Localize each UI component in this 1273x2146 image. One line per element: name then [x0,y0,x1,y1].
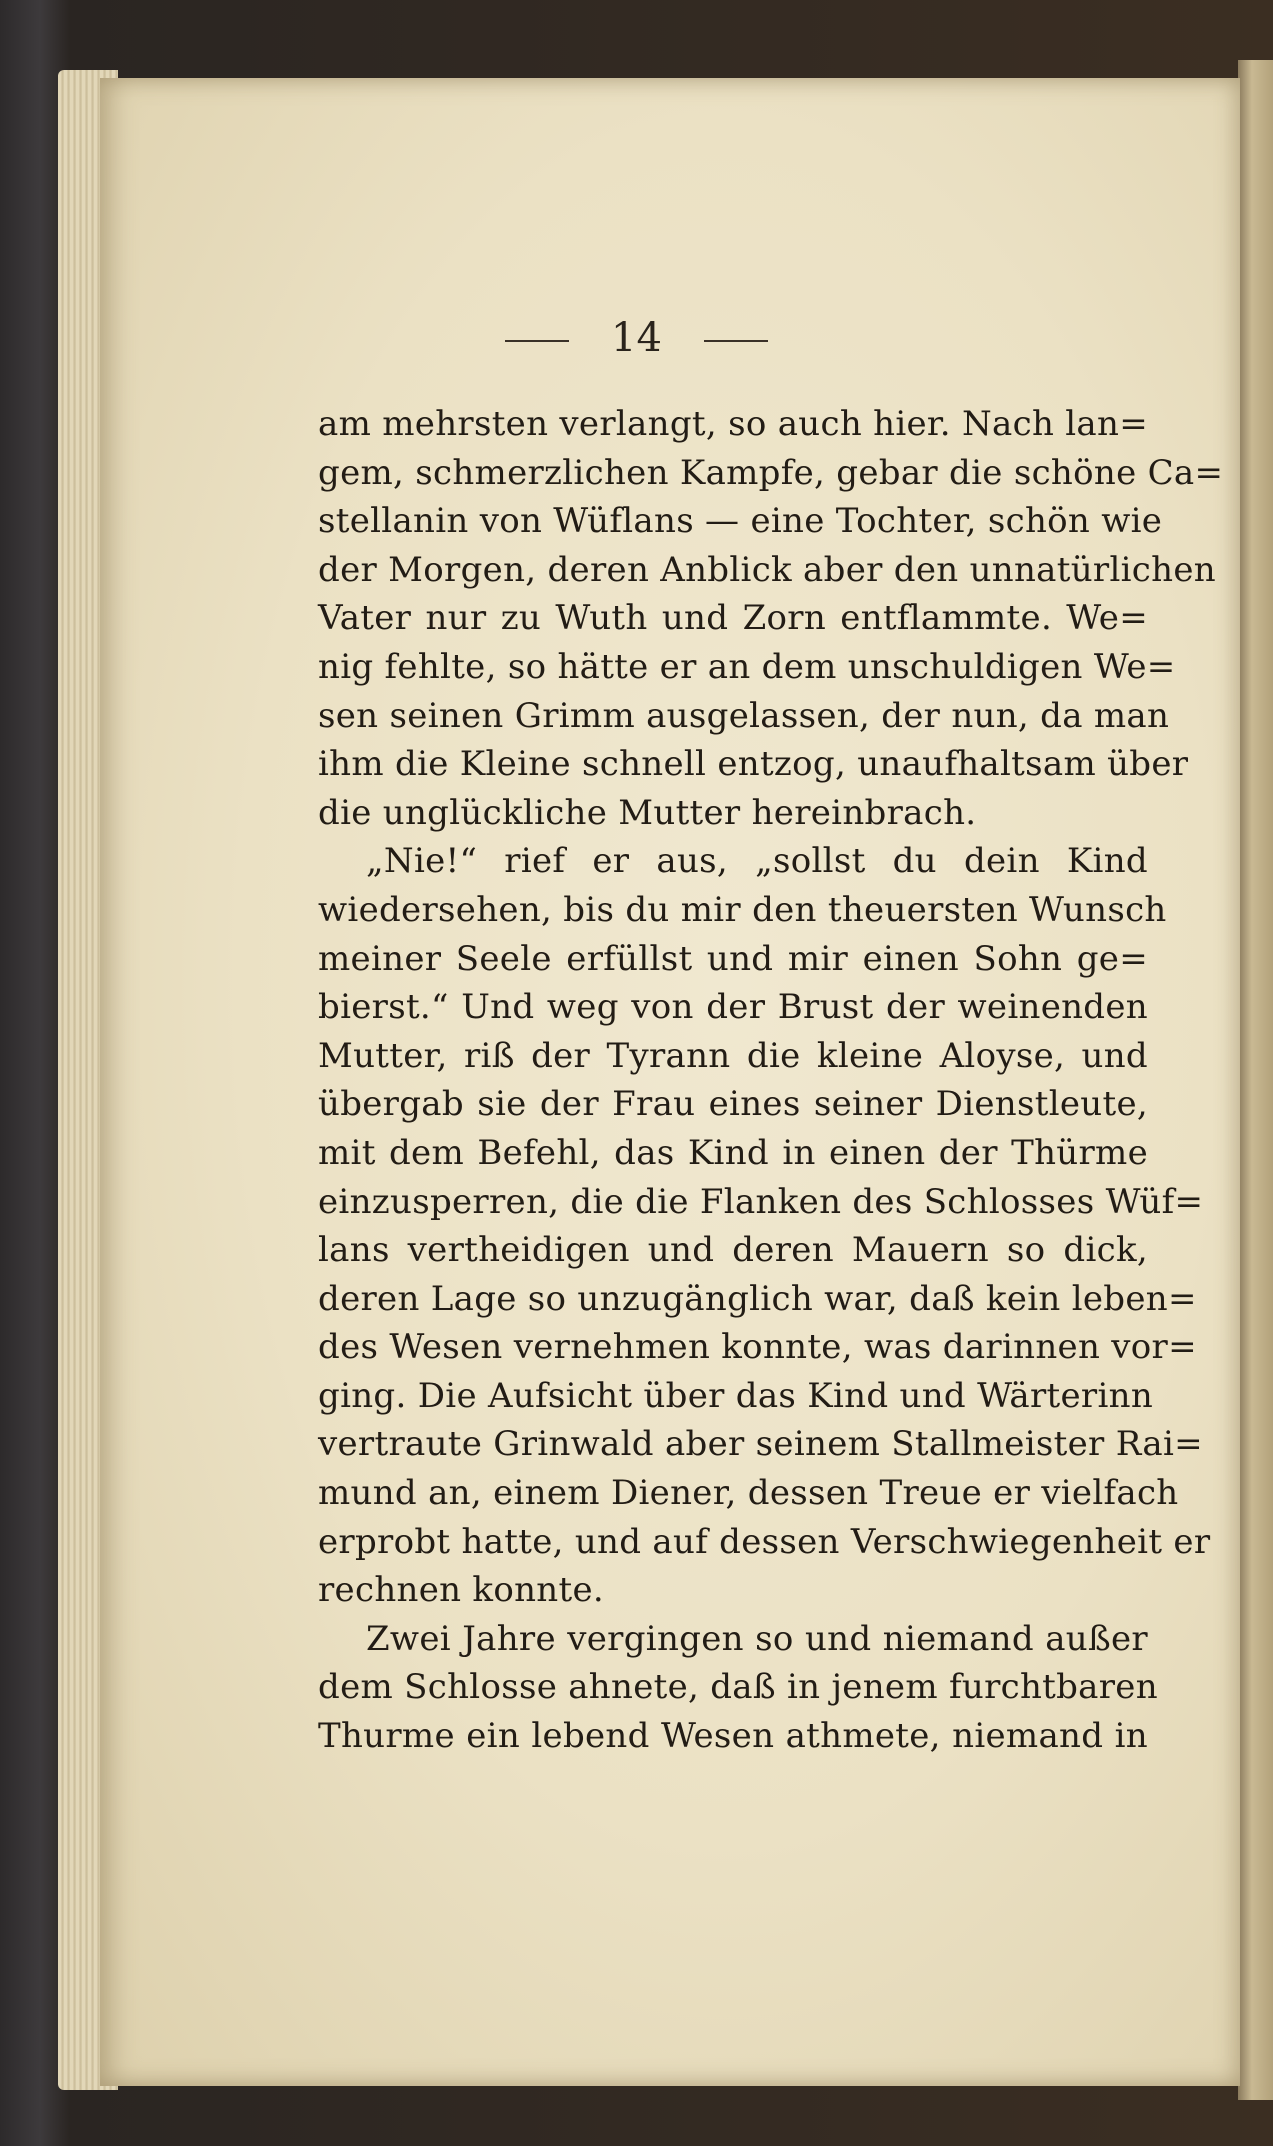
page-number: 14 [611,315,662,361]
header-dash-left [505,340,569,342]
text-line: bierst.“ Und weg von der Brust der weinenden [318,987,1148,1028]
text-line: rechnen konnte. [318,1570,604,1611]
text-line: Thurme ein lebend Wesen athmete, niemand in [318,1716,1148,1757]
text-line: vertraute Grinwald aber seinem Stallmeister Rai= [318,1424,1203,1465]
text-line: mund an, einem Diener, dessen Treue er vielfach [318,1473,1179,1514]
text-line: nig fehlte, so hätte er an dem unschuldigen We= [318,646,1176,687]
text-line: gem, schmerzlichen Kampfe, gebar die schöne Ca= [318,452,1224,493]
text-line: ging. Die Aufsicht über das Kind und Wärterinn [318,1375,1154,1416]
text-line: „Nie!“ rief er aus, „sollst du dein Kind [366,841,1148,882]
text-line: ihm die Kleine schnell entzog, unaufhaltsam über [318,744,1189,785]
text-line: übergab sie der Frau eines seiner Dienstleute, [318,1084,1148,1125]
text-line: der Morgen, deren Anblick aber den unnatürlichen [318,549,1216,590]
text-line: Zwei Jahre vergingen so und niemand außer [366,1618,1148,1659]
text-line: lans vertheidigen und deren Mauern so dick, [318,1230,1148,1271]
text-line: einzusperren, die die Flanken des Schlosses Wüf= [318,1181,1204,1222]
text-line: mit dem Befehl, das Kind in einen der Thürme [318,1132,1148,1173]
text-line: am mehrsten verlangt, so auch hier. Nach lan= [318,404,1148,444]
text-line: Mutter, riß der Tyrann die kleine Aloyse, und [318,1035,1148,1076]
text-line: sen seinen Grimm ausgelassen, der nun, da man [318,695,1170,736]
header-dash-right [704,340,768,342]
text-line: deren Lage so unzugänglich war, daß kein leben= [318,1278,1197,1319]
text-line: stellanin von Wüflans — eine Tochter, schön wie [318,501,1163,542]
text-line: wiedersehen, bis du mir den theuersten Wunsch [318,889,1167,930]
body-text [318,400,1224,1761]
facing-page-edge [1238,60,1273,2100]
text-line: dem Schlosse ahnete, daß in jenem furchtbaren [318,1667,1158,1708]
text-line: die unglückliche Mutter hereinbrach. [318,792,977,833]
page-header [0,315,1273,361]
text-line: meiner Seele erfüllst und mir einen Sohn ge= [318,938,1148,979]
text-line: des Wesen vernehmen konnte, was darinnen vor= [318,1327,1197,1368]
text-line: erprobt hatte, und auf dessen Verschwiegenheit er [318,1521,1211,1562]
text-line: Vater nur zu Wuth und Zorn entflammte. We= [318,598,1148,639]
